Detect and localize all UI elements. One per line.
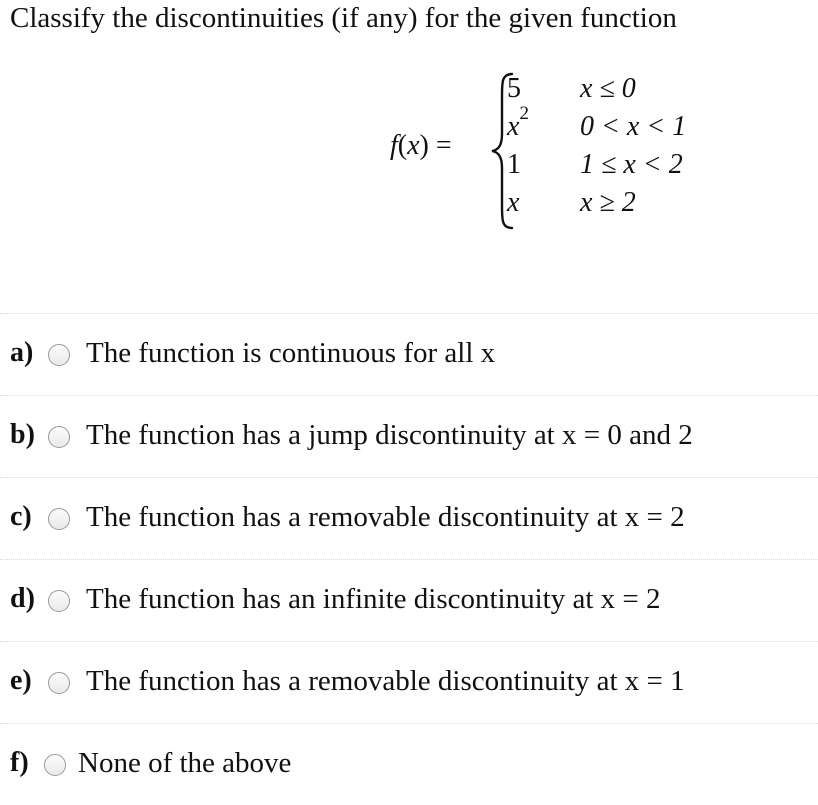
option-f[interactable]	[0, 723, 818, 805]
case-condition: x ≤ 0	[580, 73, 636, 104]
function-variable: x	[407, 130, 420, 161]
option-b[interactable]	[0, 395, 818, 477]
option-text: The function has a removable discontinuity at x = 2	[86, 501, 685, 533]
option-text: The function has an infinite discontinuity at x = 2	[86, 583, 661, 615]
option-text: The function has a removable discontinuity at x = 1	[86, 665, 685, 697]
option-letter: b)	[10, 419, 35, 450]
divider	[0, 477, 818, 478]
divider	[0, 395, 818, 396]
divider	[0, 641, 818, 642]
question-text: Classify the discontinuities (if any) for the given function	[10, 2, 677, 34]
divider	[0, 559, 818, 560]
function-lhs: f(x) =	[390, 130, 452, 161]
option-letter: a)	[10, 337, 34, 368]
option-d[interactable]	[0, 559, 818, 641]
option-text: The function has a jump discontinuity at x = 0 and 2	[86, 419, 693, 451]
option-a[interactable]	[0, 313, 818, 395]
divider	[0, 313, 818, 314]
option-e[interactable]	[0, 641, 818, 723]
radio-button[interactable]	[48, 590, 70, 612]
divider	[0, 723, 818, 724]
option-letter: d)	[10, 583, 35, 614]
case-condition: 1 ≤ x < 2	[580, 149, 683, 180]
case-value	[507, 103, 529, 146]
option-letter: c)	[10, 501, 32, 532]
radio-button[interactable]	[48, 344, 70, 366]
option-letter: e)	[10, 665, 32, 696]
case-value: x	[507, 187, 520, 218]
case-condition: 0 < x < 1	[580, 111, 687, 142]
radio-button[interactable]	[48, 508, 70, 530]
equals-sign: =	[435, 130, 452, 161]
option-letter: f)	[10, 747, 29, 778]
function-name: f	[390, 130, 398, 161]
radio-button[interactable]	[44, 754, 66, 776]
radio-button[interactable]	[48, 672, 70, 694]
radio-button[interactable]	[48, 426, 70, 448]
option-text: The function is continuous for all x	[86, 337, 496, 369]
case-value: 5	[507, 73, 521, 104]
case-value: 1	[507, 149, 521, 180]
case-value-base: x	[507, 111, 520, 142]
piecewise-function	[390, 70, 750, 230]
case-condition: x ≥ 2	[580, 187, 636, 218]
case-value-exponent: 2	[519, 103, 529, 124]
option-text: None of the above	[78, 747, 292, 779]
option-c[interactable]	[0, 477, 818, 559]
